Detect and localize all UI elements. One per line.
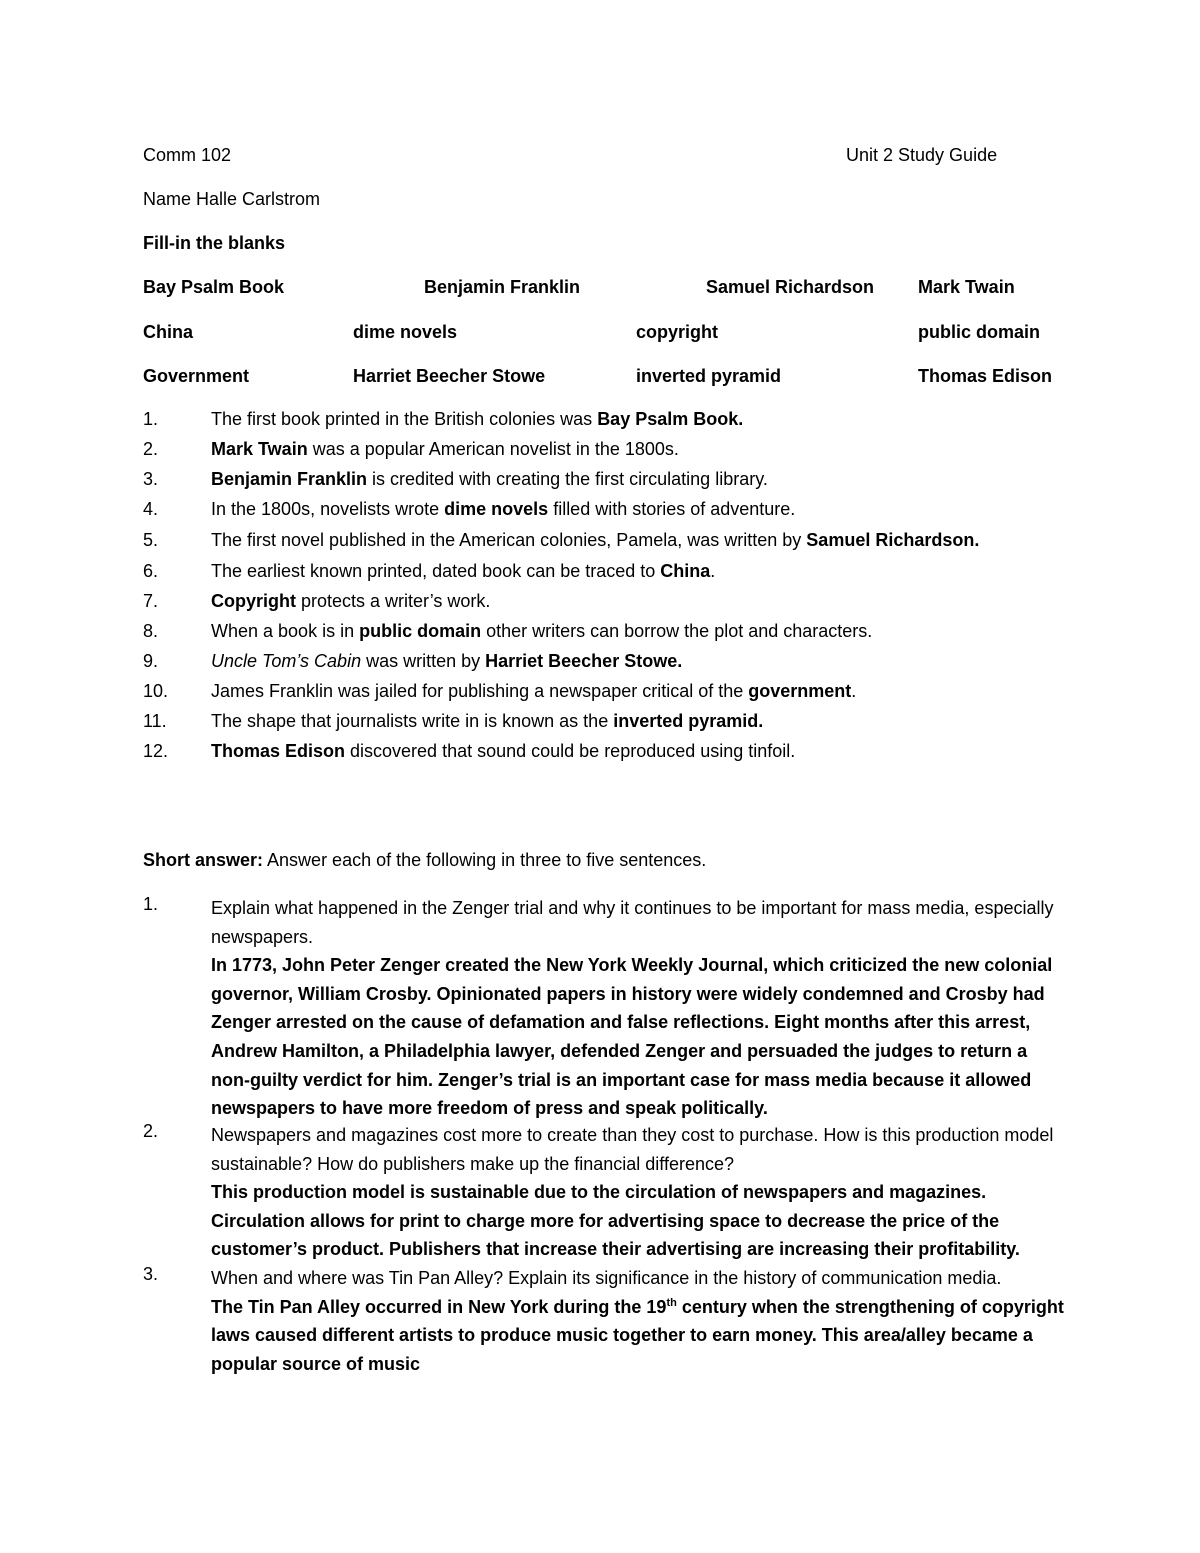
item-text: filled with stories of adventure.: [548, 499, 796, 519]
item-answer: Samuel Richardson.: [806, 530, 980, 550]
item-number: 1.: [143, 409, 159, 429]
short-answer-item: [211, 894, 1071, 1123]
item-number: 5.: [143, 530, 159, 550]
item-number: 4.: [143, 499, 159, 519]
fill-in-item: [143, 651, 682, 672]
item-text: The earliest known printed, dated book can be traced to: [211, 561, 661, 581]
question-number: 3.: [143, 1264, 159, 1284]
item-number: 9.: [143, 651, 159, 671]
fill-in-item: [143, 409, 743, 430]
word-bank-item: dime novels: [353, 322, 458, 342]
ordinal-suffix: th: [666, 1296, 677, 1309]
word-bank-item: Thomas Edison: [918, 366, 1053, 386]
fill-in-heading: Fill-in the blanks: [143, 233, 286, 253]
fill-in-item: [143, 530, 979, 551]
word-bank-item: Benjamin Franklin: [424, 277, 581, 297]
item-number: 11.: [143, 711, 167, 731]
item-answer: public domain: [359, 621, 482, 641]
item-text: was written by: [361, 651, 486, 671]
short-answer-item: [211, 1264, 1071, 1378]
word-bank-item: copyright: [636, 322, 719, 342]
item-answer: China: [660, 561, 711, 581]
question-number: 1.: [143, 894, 159, 914]
item-number: 7.: [143, 591, 159, 611]
short-answer-heading: [143, 850, 706, 871]
question-text: When and where was Tin Pan Alley? Explain its significance in the history of communication media.: [211, 1268, 1002, 1288]
word-bank-item: Bay Psalm Book: [143, 277, 285, 297]
book-title: Uncle Tom’s Cabin: [211, 651, 362, 671]
fill-in-item: [143, 469, 768, 490]
item-text: In the 1800s, novelists wrote: [211, 499, 445, 519]
item-number: 6.: [143, 561, 159, 581]
question-text: Newspapers and magazines cost more to create than they cost to purchase. How is this production model sustainable? How do publishers make up the financial difference?: [211, 1125, 1054, 1174]
question-text: Explain what happened in the Zenger trial and why it continues to be important for mass media, especially newspapers.: [211, 898, 1054, 947]
item-text: The first novel published in the American colonies, Pamela, was written by: [211, 530, 807, 550]
item-text: When a book is in: [211, 621, 360, 641]
item-text: .: [851, 681, 857, 701]
short-answer-instruction: Answer each of the following in three to five sentences.: [263, 850, 707, 870]
item-text: was a popular American novelist in the 1800s.: [307, 439, 679, 459]
item-answer: inverted pyramid.: [613, 711, 764, 731]
word-bank-item: China: [143, 322, 194, 342]
answer-text: This production model is sustainable due to the circulation of newspapers and magazines. Circulation allows for print to charge more for advertising space to decrease the price of the customer’s product. Publishers that increase their advertising are increasing their profitability.: [211, 1182, 1020, 1260]
item-number: 3.: [143, 469, 159, 489]
item-text: The shape that journalists write in is known as the: [211, 711, 614, 731]
word-bank-item: public domain: [918, 322, 1041, 342]
fill-in-item: [143, 439, 679, 460]
item-answer: government: [748, 681, 852, 701]
item-number: 2.: [143, 439, 159, 459]
question-number: 2.: [143, 1121, 159, 1141]
answer-text: In 1773, John Peter Zenger created the New York Weekly Journal, which criticized the new colonial governor, William Crosby. Opinionated papers in history were widely condemned and Crosby had Zenger arrested on the cause of defamation and false reflections. Eight months after this arrest, Andrew Hamilton, a Philadelphia lawyer, defended Zenger and persuaded the judges to return a non-guilty verdict for him. Zenger’s trial is an important case for mass media because it allowed newspapers to have more freedom of press and speak politically.: [211, 955, 1053, 1119]
word-bank-item: Harriet Beecher Stowe: [353, 366, 546, 386]
item-number: 8.: [143, 621, 159, 641]
answer-text: [211, 1293, 1071, 1379]
item-text: The first book printed in the British colonies was: [211, 409, 598, 429]
fill-in-item: [143, 711, 763, 732]
item-text: protects a writer’s work.: [296, 591, 491, 611]
item-number: 12.: [143, 741, 169, 761]
fill-in-item: [143, 499, 795, 520]
item-number: 10.: [143, 681, 169, 701]
answer-text-part: century when the strengthening of copyright laws caused different artists to produce music together to earn money. This area/alley became a popular source of music: [211, 1296, 1064, 1374]
item-text: is credited with creating the first circulating library.: [367, 469, 768, 489]
item-text: other writers can borrow the plot and characters.: [481, 621, 873, 641]
word-bank-item: Samuel Richardson: [706, 277, 875, 297]
fill-in-item: [143, 591, 490, 612]
item-text: discovered that sound could be reproduced using tinfoil.: [345, 741, 796, 761]
item-answer: Thomas Edison: [211, 741, 346, 761]
course-label: Comm 102: [143, 145, 232, 165]
fill-in-item: [143, 561, 715, 582]
item-text: James Franklin was jailed for publishing a newspaper critical of the: [211, 681, 749, 701]
fill-in-item: [143, 741, 795, 762]
item-answer: Copyright: [211, 591, 296, 611]
word-bank-item: inverted pyramid: [636, 366, 782, 386]
item-answer: Benjamin Franklin: [211, 469, 368, 489]
item-answer: dime novels: [444, 499, 549, 519]
fill-in-item: [143, 681, 856, 702]
document-title: Unit 2 Study Guide: [846, 145, 998, 165]
answer-text-part: The Tin Pan Alley occurred in New York during the 19: [211, 1296, 667, 1317]
item-text: .: [710, 561, 716, 581]
student-name: Name Halle Carlstrom: [143, 189, 321, 209]
item-answer: Bay Psalm Book.: [597, 409, 744, 429]
item-answer: Harriet Beecher Stowe.: [485, 651, 683, 671]
fill-in-item: [143, 621, 872, 642]
short-answer-item: [211, 1121, 1071, 1264]
short-answer-label: Short answer:: [143, 850, 264, 870]
item-answer: Mark Twain: [211, 439, 308, 459]
word-bank-item: Government: [143, 366, 250, 386]
word-bank-item: Mark Twain: [918, 277, 1015, 297]
